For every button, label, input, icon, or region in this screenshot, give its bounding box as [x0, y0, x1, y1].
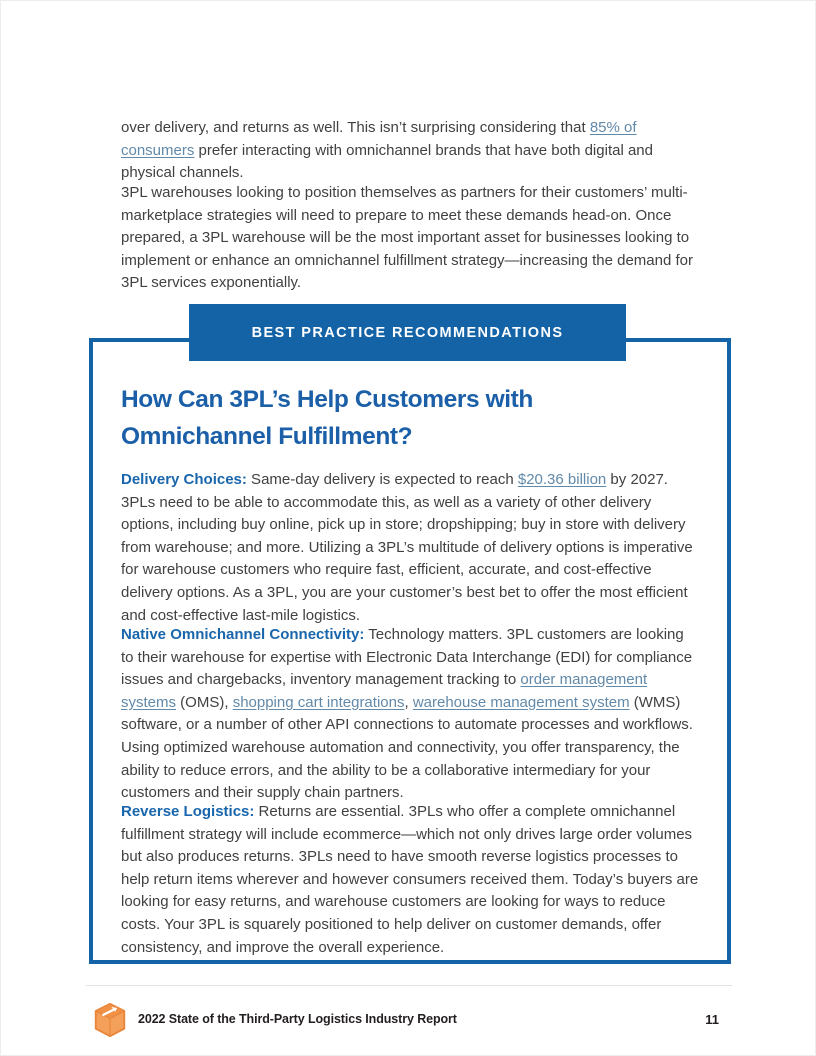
text-segment: Technology matters. 3PL customers are looking to their warehouse for expertise with Electronic Data Interchange (EDI) for compliance issues and chargebacks, inventory management tracking to — [121, 626, 693, 689]
footer-page-number: 11 — [705, 1012, 719, 1027]
best-practice-banner — [189, 304, 626, 361]
section-delivery-choices — [121, 469, 699, 627]
text-segment: 3PL warehouses looking to position themselves as partners for their customers’ multi-marketplace strategies will need to prepare to meet these demands head-on. Once prepared, a 3PL warehouse will be the most important asset for businesses looking to implement or enhance an omnichannel fulfillment strategy—increasing the demand for 3PL services exponentially. — [121, 184, 693, 292]
section-omnichannel-connectivity — [121, 624, 699, 805]
inline-link[interactable]: 85% of consumers — [121, 119, 637, 159]
footer-report-title: 2022 State of the Third-Party Logistics Industry Report — [138, 1012, 457, 1026]
footer-divider — [86, 985, 732, 986]
text-segment: (WMS) software, or a number of other API connections to automate processes and workflows. Using optimized warehouse automation and connectivity, you offer transparency, the ability to reduce errors, and the ability to be a collaborative intermediary for your customers and their supply chain partners. — [121, 693, 693, 802]
intro-paragraph-1 — [121, 117, 699, 185]
section-connectivity-lead: Native Omnichannel Connectivity: — [121, 626, 365, 643]
callout-heading-line-1: How Can 3PL’s Help Customers with — [121, 386, 533, 413]
inline-link[interactable]: $20.36 billion — [517, 471, 607, 488]
inline-link[interactable]: shopping cart integrations — [232, 693, 405, 711]
inline-link[interactable]: order management systems — [121, 671, 648, 711]
intro-paragraph-2 — [121, 182, 699, 295]
cube-arrow-logo-icon — [91, 1002, 129, 1040]
section-delivery-lead: Delivery Choices: — [121, 471, 247, 488]
callout-heading-line-2: Omnichannel Fulfillment? — [121, 423, 413, 450]
section-reverse-logistics — [121, 801, 699, 959]
banner-label: BEST PRACTICE RECOMMENDATIONS — [251, 324, 564, 341]
text-segment: Returns are essential. 3PLs who offer a complete omnichannel fulfillment strategy will include ecommerce—which not only drives large order volumes but also produces returns. 3PLs need to have smooth reverse logistics processes to help return items wherever and however consumers received them. Today’s buyers are looking for easy returns, and warehouse customers are looking for ways to reduce costs. Your 3PL is squarely positioned to help deliver on customer demands, offer consistency, and improve the overall experience. — [121, 803, 699, 956]
section-reverse-body — [121, 803, 698, 956]
text-segment: prefer interacting with omnichannel brands that have both digital and physical channels. — [121, 141, 653, 182]
section-connectivity-body — [121, 626, 693, 801]
section-reverse-lead: Reverse Logistics: — [121, 803, 255, 820]
callout-heading — [121, 381, 601, 455]
text-segment: Same-day delivery is expected to reach — [246, 471, 518, 488]
text-segment: (OMS), — [176, 693, 233, 711]
text-segment: , — [404, 693, 413, 711]
inline-link[interactable]: warehouse management system — [412, 693, 630, 711]
text-segment: over delivery, and returns as well. This isn’t surprising considering that — [121, 119, 590, 136]
section-delivery-body — [121, 471, 693, 624]
text-segment: by 2027. 3PLs need to be able to accommodate this, as well as a variety of other delivery options, including buy online, pick up in store; dropshipping; buy in store with delivery from warehouse; and more. Utilizing a 3PL’s multitude of delivery options is imperative for warehouse customers who require fast, efficient, accurate, and cost-effective delivery options. As a 3PL, you are your customer’s best bet to offer the most efficient and cost-effective last-mile logistics. — [121, 471, 693, 624]
